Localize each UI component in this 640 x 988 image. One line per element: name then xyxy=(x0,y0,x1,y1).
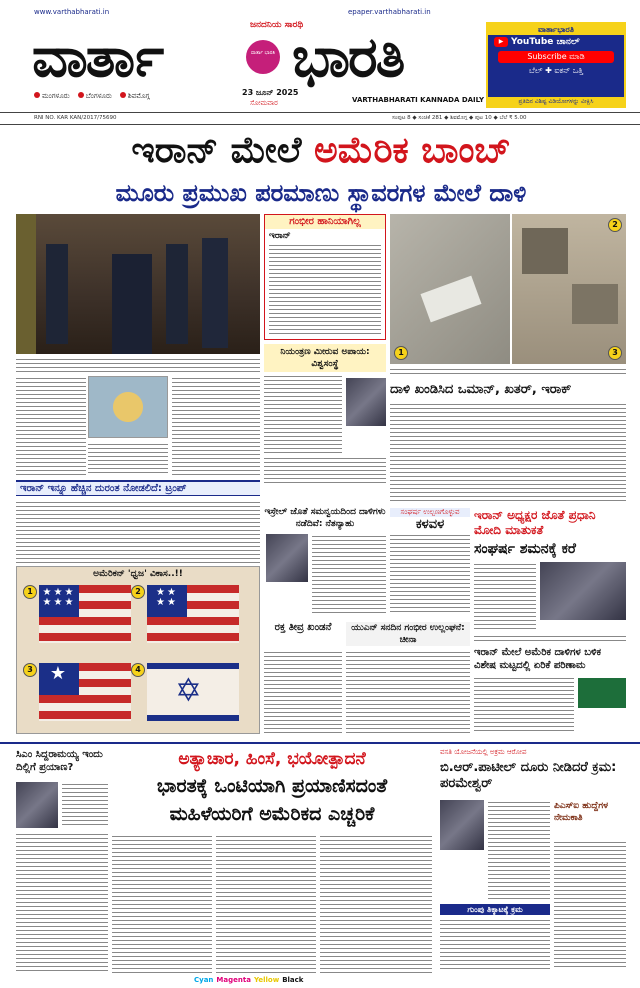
article-text xyxy=(16,832,108,972)
bullet-icon xyxy=(34,92,40,98)
divider xyxy=(0,124,640,125)
article-text xyxy=(346,650,470,734)
flag-3: ★ xyxy=(39,663,131,721)
sat-num-2: 2 xyxy=(608,218,622,232)
issue-info: ಸಂಪುಟ 8 ◆ ಸಂಚಿಕೆ 281 ◆ ಶಿವಮೊಗ್ಗ ◆ ಪುಟ 10 ◆ ಬೆಲೆ ₹ 5.00 xyxy=(392,115,527,121)
cm-headline: ಸಿಎಂ ಸಿದ್ದರಾಮಯ್ಯ ಇಂದು ದಿಲ್ಲಿಗೆ ಪ್ರಯಾಣ? xyxy=(16,749,103,773)
person-silhouette xyxy=(112,254,152,354)
sat-num-1: 1 xyxy=(394,346,408,360)
article-text xyxy=(264,456,386,486)
rni-number: RNI NO. KAR KAN/2017/75690 xyxy=(34,115,117,121)
article-text xyxy=(62,782,108,828)
cartoon-title: ಅಮೆರಿಕನ್ 'ಧ್ವಜ' ವಿಕಾಸ..!! xyxy=(93,569,183,579)
person-silhouette xyxy=(166,244,188,344)
trump-press-photo xyxy=(16,214,260,354)
logo-emblem xyxy=(246,40,280,74)
guterres-photo xyxy=(346,378,386,426)
netanyahu-photo xyxy=(266,534,308,582)
satellite-image-1 xyxy=(390,214,510,364)
right-subhead: ಗುಂಪು ತಿಕ್ಕಾಟಕ್ಕೆ ಕ್ರಮ xyxy=(440,904,550,915)
pakistan-headline: ಇರಾನ್ ಮೇಲೆ ಅಮೆರಿಕ ದಾಳಿಗಳ ಬಳಿಕ ವಿಶೇಷ ಮಟ್ಟದಲ್ಲಿ ಏರಿಕೆ ಪರಿಣಾಮ xyxy=(474,647,601,671)
article-text xyxy=(264,650,342,734)
youtube-ad[interactable] xyxy=(486,22,626,108)
lead-headline: ಇರಾನ್ ಮೇಲೆ ಅಮೆರಿಕ ಬಾಂಬ್ xyxy=(131,130,511,171)
issue-date: 23 ಜೂನ್ 2025 xyxy=(242,88,299,97)
article-text xyxy=(488,800,550,900)
article-text xyxy=(474,676,574,734)
facility-block xyxy=(522,228,568,274)
epaper-link[interactable]: epaper.varthabharati.in xyxy=(348,8,431,16)
edition-mangaluru: ಮಂಗಳೂರು xyxy=(34,92,70,101)
person-silhouette xyxy=(202,238,228,348)
article-text xyxy=(554,840,626,970)
siddaramaiah-photo xyxy=(16,782,58,828)
modi-headline-red: ಇರಾನ್ ಅಧ್ಯಕ್ಷರ ಜೊತೆ ಪ್ರಧಾನಿ ಮೋದಿ ಮಾತುಕತೆ xyxy=(474,508,596,537)
israel-headline: ಇಸ್ರೇಲ್ ಜೊತೆ ಸಮನ್ವಯದಿಂದ ದಾಳಿಗಳು ನಡೆದಿವೆ: ನೆತನ್ಯಾಹು xyxy=(264,507,386,529)
right-kicker: ವಸತಿ ಯೋಜನೆಯಲ್ಲಿ ಅಕ್ರಮ ಆರೋಪ xyxy=(440,748,527,756)
sangharsha-label: ಸಂಘರ್ಷ ಉಲ್ಬಣಗೊಳ್ಳುವ xyxy=(390,508,470,517)
bullet-icon xyxy=(120,92,126,98)
modi-headline: ಸಂಘರ್ಷ ಶಮನಕ್ಕೆ ಕರೆ xyxy=(474,541,576,557)
divider xyxy=(0,112,640,113)
article-text xyxy=(88,442,168,476)
un-violation-headline: ಯುಎನ್ ಸನದಿನ ಗಂಭೀರ ಉಲ್ಲಂಘನೆ: ಚೀನಾ xyxy=(346,622,470,646)
sidebar-story-title: ಇರಾನ್ xyxy=(269,231,291,241)
masthead-title-left: ವಾರ್ತಾ xyxy=(32,25,163,90)
person-silhouette xyxy=(46,244,68,344)
star-of-david-icon: ✡ xyxy=(175,671,202,709)
photo-caption xyxy=(474,634,626,642)
edition-bengaluru: ಬೆಂಗಳೂರು xyxy=(78,92,112,101)
main-headline-line2: ಮಹಿಳೆಯರಿಗೆ ಅಮೆರಿಕದ ಎಚ್ಚರಿಕೆ xyxy=(169,803,375,825)
youtube-icon: ▶ xyxy=(494,37,508,47)
article-text xyxy=(112,834,212,974)
edition-shivamogga: ಶಿವಮೊಗ್ಗ xyxy=(120,92,150,101)
divider xyxy=(0,742,640,744)
bullet-icon xyxy=(78,92,84,98)
un-story-title: ನಿಯಂತ್ರಣ ಮೀರುವ ಅಪಾಯ: ವಿಶ್ವಸಂಸ್ಥೆ xyxy=(264,344,386,372)
cartoon-num-4: 4 xyxy=(131,663,145,677)
flag-photo xyxy=(578,678,626,708)
sidebar-story-label: ಗಂಭೀರ ಹಾನಿಯಾಗಿಲ್ಲ xyxy=(265,215,385,229)
website-link[interactable]: www.varthabharati.in xyxy=(34,8,110,16)
article-text xyxy=(16,376,86,476)
daily-label: VARTHABHARATI KANNADA DAILY xyxy=(352,96,485,104)
photo-caption xyxy=(16,357,260,373)
iran-map xyxy=(88,376,168,438)
article-text xyxy=(269,243,381,335)
ad-footer: ಪ್ರತಿದಿನ ವಿಶಿಷ್ಟ ವಿಡಿಯೋಗಳನ್ನು ವೀಕ್ಷಿಸಿ xyxy=(488,97,624,106)
parameshwar-photo xyxy=(440,800,484,850)
modi-photo xyxy=(540,562,626,620)
ad-brand: ವಾರ್ತಾಭಾರತಿ xyxy=(488,24,624,35)
article-text xyxy=(172,376,260,476)
article-text xyxy=(390,533,470,613)
article-text xyxy=(264,374,342,454)
issue-day: ಸೋಮವಾರ xyxy=(250,99,278,107)
cartoon-num-2: 2 xyxy=(131,585,145,599)
photo-caption xyxy=(390,367,626,377)
dali-headline: ದಾಳಿ ಖಂಡಿಸಿದ ಒಮಾನ್, ಖತರ್, ಇರಾಕ್ xyxy=(390,382,572,397)
article-text xyxy=(216,834,316,974)
rakta-headline: ರಕ್ತ ತೀವ್ರ ಖಂಡನೆ xyxy=(274,622,332,633)
main-headline-line1: ಭಾರತಕ್ಕೆ ಒಂಟಿಯಾಗಿ ಪ್ರಯಾಣಿಸದಂತೆ xyxy=(156,775,388,797)
article-text xyxy=(312,534,386,614)
article-text xyxy=(474,562,536,632)
logo-text: ವಾರ್ತಾ ಭಾರತಿ xyxy=(250,50,276,56)
cartoon-num-3: 3 xyxy=(23,663,37,677)
article-text xyxy=(16,500,260,564)
ad-youtube-row: ▶ YouTube ಚಾನಲ್ xyxy=(488,35,624,49)
cartoon-num-1: 1 xyxy=(23,585,37,599)
lead-subhead: ಮೂರು ಪ್ರಮುಖ ಪರಮಾಣು ಸ್ಥಾವರಗಳ ಮೇಲೆ ದಾಳಿ xyxy=(115,179,527,207)
editions-list xyxy=(34,92,150,101)
trump-banner: ಇರಾನ್ ಇನ್ನೂ ಹೆಚ್ಚಿನ ದುರಂತ ನೋಡಲಿದೆ: ಟ್ರಂಪ್ xyxy=(16,480,260,496)
article-text xyxy=(390,402,626,502)
print-color-bar: Cyan Magenta Yellow Black xyxy=(194,976,304,984)
psi-kicker: ಪಿಎಸ್ಐ ಹುದ್ದೆಗಳ ನೇಮಕಾತಿ xyxy=(554,801,609,823)
masthead-title-right: ಭಾರತಿ xyxy=(292,25,404,90)
flag-4 xyxy=(147,663,239,721)
flag-drape xyxy=(16,214,36,354)
facility-block xyxy=(572,284,618,324)
ad-bell: ಬೆಲ್ ✚ ಐಕನ್ ಒತ್ತಿ xyxy=(528,66,583,75)
article-text xyxy=(320,834,432,974)
tagline: ಜನದನಿಯ ಸಾರಥಿ xyxy=(250,20,304,30)
sangharsha-box xyxy=(390,508,470,616)
main-kicker: ಅತ್ಯಾಚಾರ, ಹಿಂಸೆ, ಭಯೋತ್ಪಾದನೆ xyxy=(178,749,366,769)
sidebar-story-box xyxy=(264,214,386,340)
facility-roof xyxy=(420,276,481,323)
satellite-image-2 xyxy=(512,214,626,364)
flag-cartoon xyxy=(16,566,260,734)
sangharsha-title: ಕಳವಳ xyxy=(415,517,445,532)
right-headline: ಬಿ.ಆರ್.ಪಾಟೀಲ್ ದೂರು ನೀಡಿದರೆ ಕ್ರಮ: ಪರಮೇಶ್ವರ್ xyxy=(440,760,617,791)
ad-subscribe-button[interactable]: Subscribe ಮಾಡಿ xyxy=(498,51,614,63)
article-text xyxy=(440,918,550,972)
flag-1: ★★★ ★★★ xyxy=(39,585,131,643)
flag-2: ★★ ★★ xyxy=(147,585,239,643)
sat-num-3: 3 xyxy=(608,346,622,360)
un-story-box xyxy=(264,344,386,454)
